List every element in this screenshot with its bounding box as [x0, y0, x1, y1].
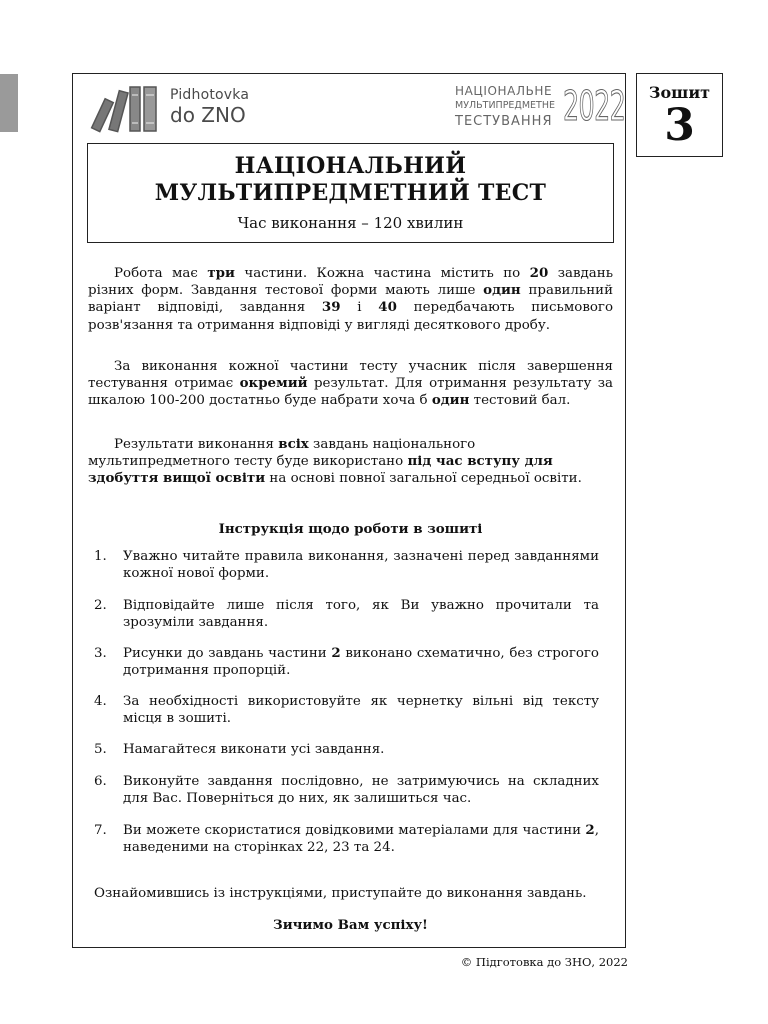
- page-edge-tab: [0, 74, 18, 132]
- instruction-number: 7.: [94, 823, 107, 838]
- instruction-number: 6.: [94, 774, 107, 789]
- text-run-bold: 2: [331, 645, 341, 661]
- intro-paragraph-usage: [88, 436, 613, 488]
- instruction-text: [123, 645, 599, 679]
- instruction-number: 2.: [94, 598, 107, 613]
- booklet-number-box: [636, 73, 723, 157]
- instruction-text: Виконуйте завдання послідовно, не затримуючись на складних для Вас. Поверніться до них, як залишиться час.: [123, 774, 599, 807]
- text-run-bold: три: [207, 265, 235, 281]
- instruction-text: За необхідності використовуйте як чернетку вільні від тексту місця в зошиті.: [123, 694, 599, 727]
- text-run-bold: 39: [321, 299, 341, 316]
- text-run: Робота має: [114, 266, 208, 281]
- instruction-number: 5.: [94, 742, 107, 757]
- logo-line-2: do ZNO: [170, 103, 246, 127]
- booklet-label: Зошит: [648, 83, 711, 102]
- text-run: на основі повної загальної середньої освіти.: [265, 471, 582, 487]
- text-run: Ви можете скористатися довідковими матеріалами для частини: [123, 823, 586, 838]
- text-run: результат. Для отримання результату за шкалою 100-200 достатньо буде набрати хоча б: [88, 376, 613, 409]
- intro-paragraph-results: [88, 358, 613, 410]
- title-box: [87, 143, 614, 243]
- instruction-number: 4.: [94, 694, 107, 709]
- intro-paragraph-parts: [88, 265, 613, 334]
- instructions-title: Інструкція щодо роботи в зошиті: [218, 521, 483, 537]
- copyright-notice: © Підготовка до ЗНО, 2022: [460, 955, 628, 969]
- nmt-2022-mark: [455, 82, 626, 134]
- instruction-text: [123, 822, 599, 856]
- logo-line-1: Pidhotovka: [170, 87, 250, 103]
- instruction-text: Відповідайте лише після того, як Ви уважно прочитали та зрозуміли завдання.: [123, 598, 599, 631]
- good-luck-text: Зичимо Вам успіху!: [273, 917, 428, 933]
- text-run: частини. Кожна частина містить по: [234, 266, 530, 281]
- nmt-mark-line-3: ТЕСТУВАННЯ: [455, 114, 553, 129]
- text-run: завдань різних форм. Завдання тестової форми мають лише: [88, 266, 614, 299]
- text-run-bold: 2: [585, 822, 595, 838]
- title-line-2: МУЛЬТИПРЕДМЕТНИЙ ТЕСТ: [154, 180, 547, 206]
- text-run: виконано схематично, без строгого дотримання пропорцій.: [123, 646, 599, 679]
- text-run: і: [340, 300, 379, 316]
- text-run: Рисунки до завдань частини: [123, 646, 332, 661]
- text-run: правильний варіант відповіді, завдання: [88, 283, 613, 316]
- instruction-text: Намагайтеся виконати усі завдання.: [123, 742, 385, 757]
- nmt-mark-line-1: НАЦІОНАЛЬНЕ: [455, 84, 553, 98]
- text-run-bold: під час вступу для здобуття вищої освіти: [88, 453, 553, 487]
- books-logo-icon: [90, 83, 166, 135]
- text-run-bold: окремий: [239, 375, 308, 392]
- text-run-bold: один: [483, 282, 521, 299]
- text-run: завдань національного мультипредметного тесту буде використано: [88, 437, 476, 470]
- text-run-bold: 40: [378, 299, 397, 316]
- text-run-bold: всіх: [278, 436, 309, 452]
- text-run: передбачають письмового розв'язання та отримання відповіді у вигляді десяткового дробу.: [88, 300, 614, 333]
- instruction-text: Уважно читайте правила виконання, зазначені перед завданнями кожної нової форми.: [123, 549, 599, 582]
- outro-text: Ознайомившись із інструкціями, приступайте до виконання завдань.: [94, 886, 587, 901]
- instruction-number: 3.: [94, 646, 107, 661]
- text-run: За виконання кожної частини тесту учасник після завершення тестування отримає: [88, 359, 613, 392]
- text-run-bold: один: [431, 392, 470, 409]
- booklet-number: 3: [664, 100, 695, 151]
- title-line-1: НАЦІОНАЛЬНИЙ: [234, 153, 467, 179]
- instruction-number: 1.: [94, 549, 107, 564]
- nmt-mark-year: 2022: [563, 82, 626, 130]
- nmt-mark-line-2: МУЛЬТИПРЕДМЕТНЕ: [455, 100, 556, 111]
- text-run-bold: 20: [529, 265, 549, 281]
- pidhotovka-logo: [90, 83, 280, 135]
- text-run: тестовий бал.: [469, 393, 571, 409]
- text-run: Результати виконання: [114, 437, 279, 452]
- text-run: , наведеними на сторінках 22, 23 та 24.: [123, 823, 599, 856]
- test-duration: Час виконання – 120 хвилин: [237, 214, 464, 232]
